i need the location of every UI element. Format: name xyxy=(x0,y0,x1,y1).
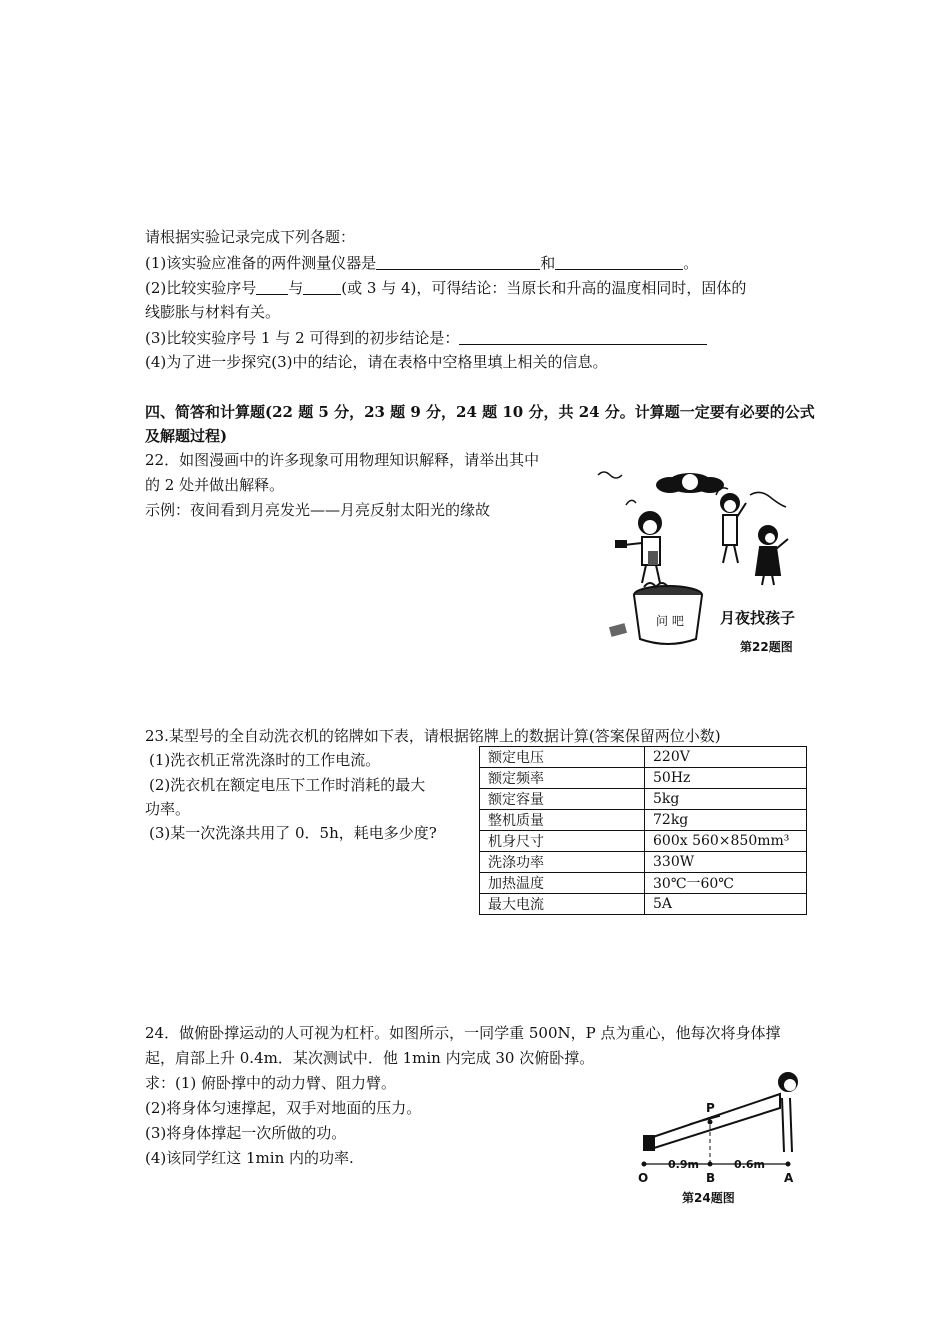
problem-24-q4: (4)该同学红这 1min 内的功率. xyxy=(145,1149,354,1167)
question-3: (3)比较实验序号 1 与 2 可得到的初步结论是： xyxy=(145,327,707,349)
problem-24-q2: (2)将身体匀速撑起，双手对地面的压力。 xyxy=(145,1099,422,1117)
nameplate-table xyxy=(479,746,807,915)
cartoon-title: 月夜找孩子 xyxy=(720,609,796,627)
problem-23-q2-cont: 功率。 xyxy=(145,800,191,818)
moon-icon xyxy=(656,473,724,493)
question-2-cont: 线膨胀与材料有关。 xyxy=(145,303,281,321)
problem-24-text-2: 起，肩部上升 0.4m．某次测试中．他 1min 内完成 30 次俯卧撑。 xyxy=(145,1049,595,1067)
table-row: 额定电压 220V xyxy=(480,747,807,768)
problem-22-text-2: 的 2 处并做出解释。 xyxy=(145,476,285,494)
answer-blank xyxy=(555,253,683,270)
pushup-person-icon xyxy=(644,1073,797,1152)
answer-blank xyxy=(303,278,341,295)
label-o: O xyxy=(638,1171,649,1185)
point-a xyxy=(786,1162,791,1167)
answer-blank xyxy=(256,278,288,295)
section-heading-cont: 及解题过程) xyxy=(145,427,228,445)
table-row: 机身尺寸 600x 560×850mm³ xyxy=(480,831,807,852)
problem-23-q1: (1)洗衣机正常洗涤时的工作电流。 xyxy=(149,751,381,769)
well-sign-text: 问 吧 xyxy=(656,614,684,628)
answer-blank xyxy=(459,328,707,345)
label-a: A xyxy=(784,1171,794,1185)
question-1: (1)该实验应准备的两件测量仪器是 和 。 xyxy=(145,254,699,272)
problem-24-text: 24．做俯卧撑运动的人可视为杠杆。如图所示，一同学重 500N，P 点为重心，他每次将身体撑 xyxy=(145,1024,781,1042)
problem-23-q2: (2)洗衣机在额定电压下工作时消耗的最大 xyxy=(149,776,426,794)
person-flashlight-icon xyxy=(616,512,661,583)
problem-22-example: 示例：夜间看到月亮发光——月亮反射太阳光的缘故 xyxy=(145,501,491,519)
distance-ob: 0.9m xyxy=(668,1158,699,1171)
distance-ba: 0.6m xyxy=(734,1158,765,1171)
figure-24-caption: 第24题图 xyxy=(682,1191,735,1205)
table-row: 整机质量 72kg xyxy=(480,810,807,831)
point-b xyxy=(708,1162,713,1167)
problem-23-text: 23.某型号的全自动洗衣机的铭牌如下表，请根据铭牌上的数据计算(答案保留两位小数) xyxy=(145,727,721,745)
table-row: 额定频率 50Hz xyxy=(480,768,807,789)
center-of-gravity-point xyxy=(708,1120,713,1125)
child-icon xyxy=(756,526,788,585)
moon-cartoon-figure xyxy=(590,455,810,665)
problem-24-q3: (3)将身体撑起一次所做的功。 xyxy=(145,1124,347,1142)
question-4: (4)为了进一步探究(3)中的结论，请在表格中空格里填上相关的信息。 xyxy=(145,353,608,371)
problem-22-text: 22．如图漫画中的许多现象可用物理知识解释，请举出其中 xyxy=(145,451,540,469)
rock-icon xyxy=(609,623,627,637)
person-standing-icon xyxy=(721,494,746,563)
table-row: 洗涤功率 330W xyxy=(480,852,807,873)
figure-22-caption: 第22题图 xyxy=(740,640,793,654)
table-row: 最大电流 5A xyxy=(480,894,807,915)
question-2: (2)比较实验序号 与 (或 3 与 4)，可得结论：当原长和升高的温度相同时，固体的 xyxy=(145,279,747,297)
pushup-figure xyxy=(630,1068,820,1210)
table-row: 加热温度 30℃一60℃ xyxy=(480,873,807,894)
label-p: P xyxy=(706,1101,715,1115)
problem-23-q3: (3)某一次洗涤共用了 0．5h，耗电多少度? xyxy=(149,824,437,842)
point-o xyxy=(642,1162,647,1167)
section-heading: 四、简答和计算题(22 题 5 分，23 题 9 分，24 题 10 分，共 24 分。计算题一定要有必要的公式 xyxy=(145,403,815,421)
label-b: B xyxy=(706,1171,716,1185)
intro-text: 请根据实验记录完成下列各题： xyxy=(145,228,356,246)
answer-blank xyxy=(376,253,540,270)
table-row: 额定容量 5kg xyxy=(480,789,807,810)
problem-24-q1: 求：(1) 俯卧撑中的动力臂、阻力臂。 xyxy=(145,1074,397,1092)
